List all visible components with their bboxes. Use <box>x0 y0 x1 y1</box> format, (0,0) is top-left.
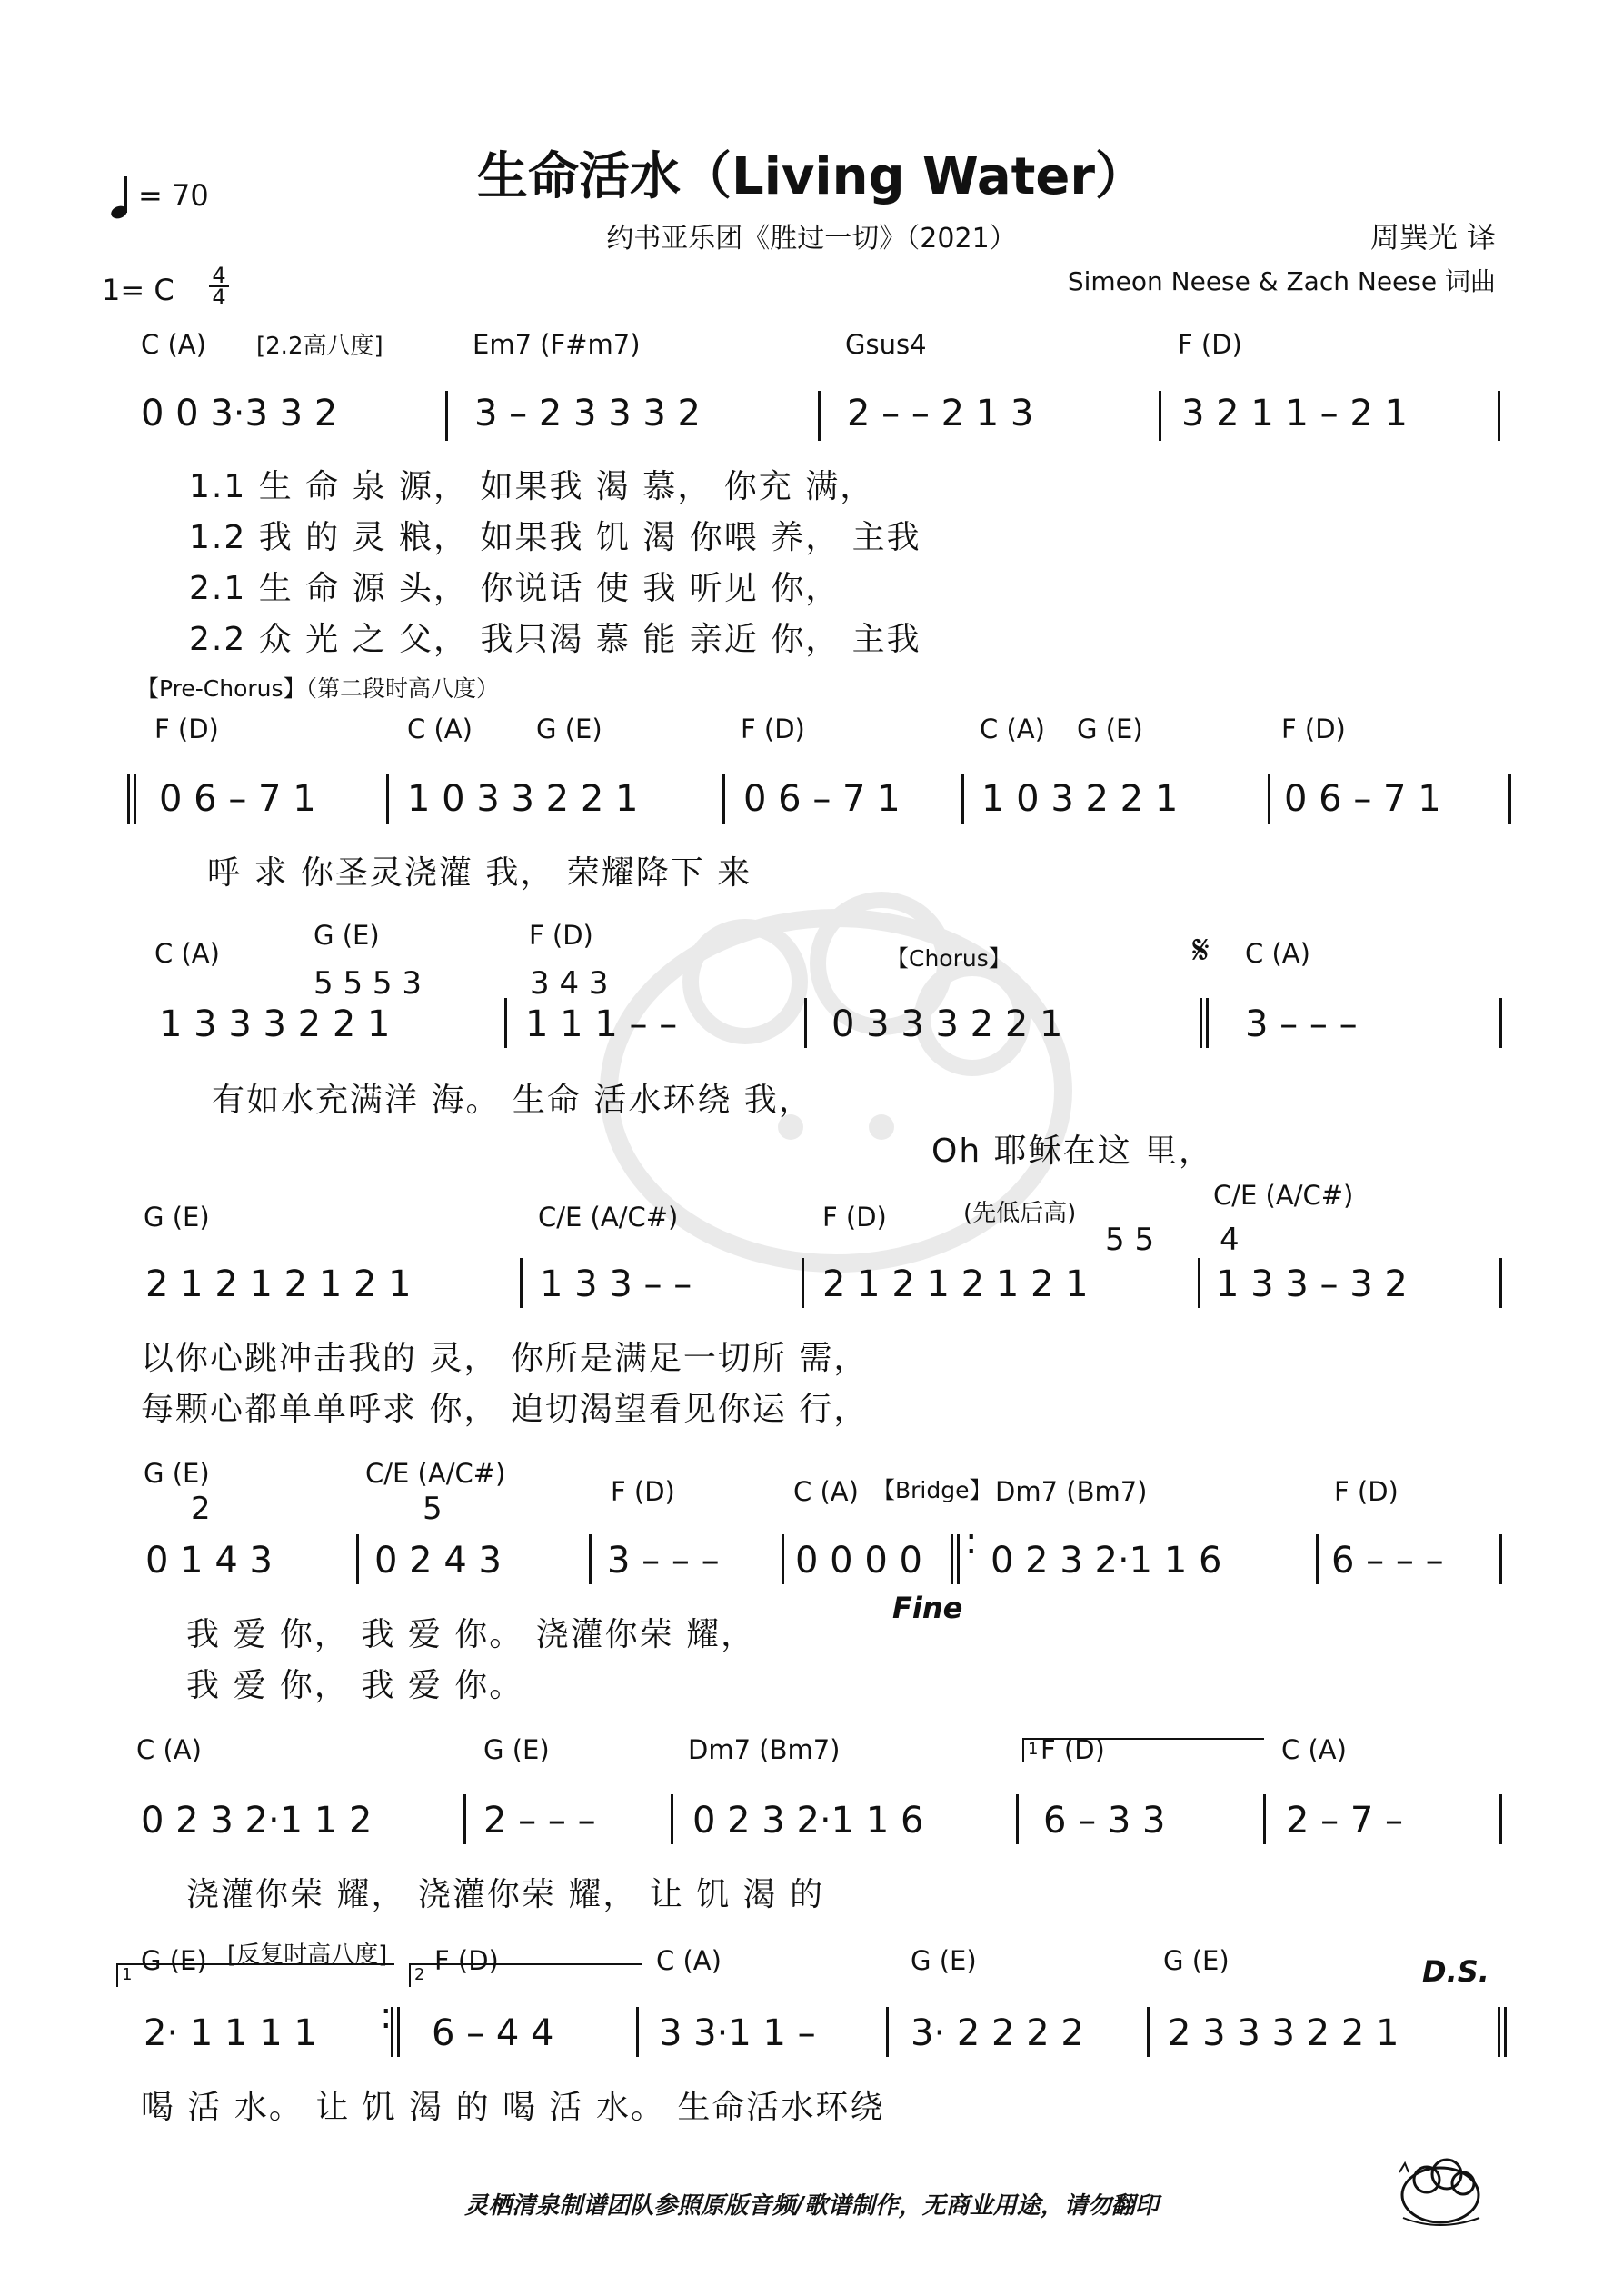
measure-notes: 0 2 3 2·1 1 6 <box>692 1800 924 1842</box>
barline <box>386 774 389 824</box>
measure-notes: 0 2 3 2·1 1 2 <box>141 1800 373 1842</box>
barline <box>589 1534 592 1584</box>
volta-number: 1 <box>1028 1740 1039 1759</box>
page-subtitle: 约书亚乐团《胜过一切》（2021） <box>606 223 1017 255</box>
barline <box>463 1794 466 1844</box>
measure-notes: 1 3 3 – – <box>540 1263 692 1305</box>
chord-symbol: C (A) <box>1281 1734 1347 1765</box>
chord-symbol: Dm7 (Bm7) <box>995 1476 1148 1507</box>
chord-symbol: C/E (A/C#) <box>1213 1180 1354 1211</box>
double-barline <box>127 774 136 824</box>
translator-credit: 周巽光 译 <box>1369 220 1496 255</box>
lyric-line: 以你心跳冲击我的 灵， 你所是满足一切所 需， <box>141 1340 869 1377</box>
tempo-value: = 70 <box>138 178 209 213</box>
lyric-line: 2.2 众 光 之 父， 我只渴 慕 能 亲近 你， 主我 <box>189 621 921 658</box>
measure-notes: 2 – – – <box>483 1800 596 1842</box>
measure-notes: 0 2 3 2·1 1 6 <box>991 1540 1222 1582</box>
barline <box>818 391 821 441</box>
measure-notes: 0 0 3·3 3 2 <box>141 393 338 434</box>
chord-symbol: C (A) <box>656 1945 722 1976</box>
chord-symbol: C/E (A/C#) <box>365 1458 506 1489</box>
fine-marking: Fine <box>892 1591 963 1625</box>
chord-symbol: G (E) <box>144 1458 210 1489</box>
section-label: 【Chorus】 <box>886 945 1011 972</box>
barline <box>1498 391 1500 441</box>
chord-symbol: F (D) <box>1178 329 1242 360</box>
octave-annotation: [反复时高八度] <box>227 1942 388 1969</box>
lamb-stamp-icon <box>1390 2136 1490 2236</box>
measure-notes: 2 – – 2 1 3 <box>847 393 1034 434</box>
lyric-line: 呼 求 你圣灵浇灌 我， 荣耀降下 来 <box>207 854 752 892</box>
chord-symbol: C (A) <box>154 938 220 969</box>
measure-notes: 3 – – – <box>607 1540 720 1582</box>
barline <box>1316 1534 1319 1584</box>
lyric-line: 喝 活 水。 让 饥 渴 的 喝 活 水。 生命活水环绕 <box>141 2089 885 2126</box>
measure-notes: 0 6 – 7 1 <box>159 778 316 820</box>
time-signature <box>209 263 229 310</box>
chord-symbol: G (E) <box>1077 714 1143 744</box>
measure-notes: 3· 2 2 2 2 <box>911 2012 1084 2054</box>
lyric-line: 我 爱 你， 我 爱 你。 <box>186 1667 524 1704</box>
barline <box>802 1258 804 1308</box>
chord-symbol: Gsus4 <box>845 329 927 360</box>
chord-symbol: F (D) <box>611 1476 675 1507</box>
barline <box>1198 1258 1200 1308</box>
barline <box>886 2007 889 2057</box>
lyric-line: 浇灌你荣 耀， 浇灌你荣 耀， 让 饥 渴 的 <box>186 1876 825 1913</box>
harmony-notes: 5 5 5 3 <box>314 965 422 1002</box>
barline <box>1499 1534 1502 1584</box>
measure-notes: 6 – 4 4 <box>432 2012 554 2054</box>
barline <box>671 1794 673 1844</box>
measure-notes: 2 1 2 1 2 1 2 1 <box>145 1263 412 1305</box>
barline <box>1499 1794 1502 1844</box>
barline <box>1268 774 1270 824</box>
measure-notes: 1 1 1 – – <box>525 1003 678 1045</box>
barline <box>804 998 807 1048</box>
chord-symbol: F (D) <box>822 1202 887 1233</box>
chord-symbol: C (A) <box>407 714 473 744</box>
chord-symbol: G (E) <box>1163 1945 1230 1976</box>
repeat-dots: : <box>380 1995 393 2037</box>
page-title: 生命活水（Living Water） <box>477 147 1146 206</box>
chord-symbol: C (A) <box>136 1734 202 1765</box>
measure-notes: 2 1 2 1 2 1 2 1 <box>822 1263 1089 1305</box>
measure-notes: 6 – 3 3 <box>1043 1800 1166 1842</box>
barline <box>445 391 448 441</box>
key-signature: 1= C <box>102 273 174 307</box>
chord-symbol: G (E) <box>536 714 602 744</box>
measure-notes: 1 3 3 – 3 2 <box>1216 1263 1408 1305</box>
measure-notes: 0 1 4 3 <box>145 1540 273 1582</box>
barline <box>636 2007 639 2057</box>
chord-symbol: Em7 (F#m7) <box>473 329 641 360</box>
copyright-notice: 灵栖清泉制谱团队参照原版音频/歌谱制作，无商业用途，请勿翻印 <box>464 2192 1159 2220</box>
composer-credit: Simeon Neese & Zach Neese 词曲 <box>1067 266 1496 296</box>
barline <box>356 1534 359 1584</box>
octave-annotation: [2.2高八度] <box>256 333 383 360</box>
barline <box>520 1258 523 1308</box>
lyric-line: Oh 耶稣在这 里， <box>931 1133 1214 1170</box>
repeat-start-barline <box>951 1534 960 1584</box>
lyric-line: 1.1 生 命 泉 源， 如果我 渴 慕， 你充 满， <box>189 468 875 505</box>
barline <box>1499 1258 1502 1308</box>
time-sig-bottom: 4 <box>212 285 226 310</box>
chord-symbol: F (D) <box>1334 1476 1399 1507</box>
measure-notes: 2 3 3 3 2 2 1 <box>1168 2012 1399 2054</box>
repeat-dots: : <box>965 1521 978 1562</box>
chord-symbol: Dm7 (Bm7) <box>688 1734 841 1765</box>
harmony-notes: 5 <box>423 1491 443 1527</box>
measure-notes: 1 3 3 3 2 2 1 <box>159 1003 391 1045</box>
lyric-line: 2.1 生 命 源 头， 你说话 使 我 听见 你， <box>189 570 841 607</box>
barline <box>504 998 507 1048</box>
chord-symbol: C (A) <box>980 714 1045 744</box>
chord-symbol: G (E) <box>141 1945 207 1976</box>
chord-symbol: G (E) <box>144 1202 210 1233</box>
lyric-line: 有如水充满洋 海。 生命 活水环绕 我， <box>212 1082 813 1119</box>
volta-number: 1 <box>122 1965 133 1984</box>
harmony-notes: 5 5 <box>1105 1222 1155 1258</box>
harmony-notes: 4 <box>1220 1222 1240 1258</box>
measure-notes: 3 – – – <box>1245 1003 1358 1045</box>
barline <box>1499 998 1502 1048</box>
barline <box>1016 1794 1019 1844</box>
barline <box>961 774 964 824</box>
chord-symbol: G (E) <box>911 1945 977 1976</box>
chord-symbol: C/E (A/C#) <box>538 1202 679 1233</box>
lyric-line: 1.2 我 的 灵 粮， 如果我 饥 渴 你喂 养， 主我 <box>189 519 921 556</box>
measure-notes: 3 3·1 1 – <box>659 2012 816 2054</box>
chord-symbol: F (D) <box>434 1945 499 1976</box>
measure-notes: 3 – 2 3 3 3 2 <box>474 393 701 434</box>
volta-number: 2 <box>414 1965 425 1984</box>
time-sig-top: 4 <box>212 263 226 288</box>
lyric-line: 我 爱 你， 我 爱 你。 浇灌你荣 耀， <box>186 1616 756 1653</box>
chord-symbol: F (D) <box>154 714 219 744</box>
double-barline <box>1498 2007 1507 2057</box>
measure-notes: 1 0 3 2 2 1 <box>981 778 1179 820</box>
measure-notes: 3 2 1 1 – 2 1 <box>1181 393 1408 434</box>
measure-notes: 6 – – – <box>1331 1540 1444 1582</box>
measure-notes: 2 – 7 – <box>1286 1800 1404 1842</box>
dal-segno-marking: D.S. <box>1422 1954 1489 1989</box>
chord-symbol: C (A) <box>1245 938 1310 969</box>
chord-symbol: F (D) <box>1041 1734 1105 1765</box>
tempo-marking <box>111 173 209 218</box>
harmony-notes: 3 4 3 <box>530 965 609 1002</box>
lyric-line: 每颗心都单单呼求 你， 迫切渴望看见你运 行， <box>141 1391 869 1428</box>
barline <box>1263 1794 1266 1844</box>
barline <box>1508 774 1511 824</box>
measure-notes: 0 6 – 7 1 <box>743 778 901 820</box>
barline <box>722 774 725 824</box>
measure-notes: 2· 1 1 1 1 <box>144 2012 317 2054</box>
section-label: 【Pre-Chorus】（第二段时高八度） <box>136 675 500 702</box>
chord-symbol: C (A) <box>793 1476 859 1507</box>
measure-notes: 0 2 4 3 <box>374 1540 502 1582</box>
chord-symbol: G (E) <box>483 1734 550 1765</box>
chord-symbol: F (D) <box>1281 714 1346 744</box>
repeat-end-barline <box>391 2007 400 2057</box>
harmony-notes: 2 <box>191 1491 211 1527</box>
barline <box>1147 2007 1150 2057</box>
measure-notes: 0 6 – 7 1 <box>1284 778 1441 820</box>
measure-notes: 0 3 3 3 2 2 1 <box>831 1003 1063 1045</box>
barline <box>1159 391 1161 441</box>
performance-note: (先低后高) <box>963 1200 1077 1227</box>
chord-symbol: G (E) <box>314 920 380 951</box>
section-label: 【Bridge】 <box>872 1477 992 1503</box>
measure-notes: 0 0 0 0 <box>795 1540 922 1582</box>
double-barline <box>1200 998 1209 1048</box>
chord-symbol: F (D) <box>529 920 593 951</box>
measure-notes: 1 0 3 3 2 2 1 <box>407 778 639 820</box>
barline <box>782 1534 784 1584</box>
quarter-note-icon <box>111 173 131 218</box>
segno-icon: 𝄋 <box>1192 927 1210 973</box>
chord-symbol: C (A) <box>141 329 206 360</box>
chord-symbol: F (D) <box>741 714 805 744</box>
